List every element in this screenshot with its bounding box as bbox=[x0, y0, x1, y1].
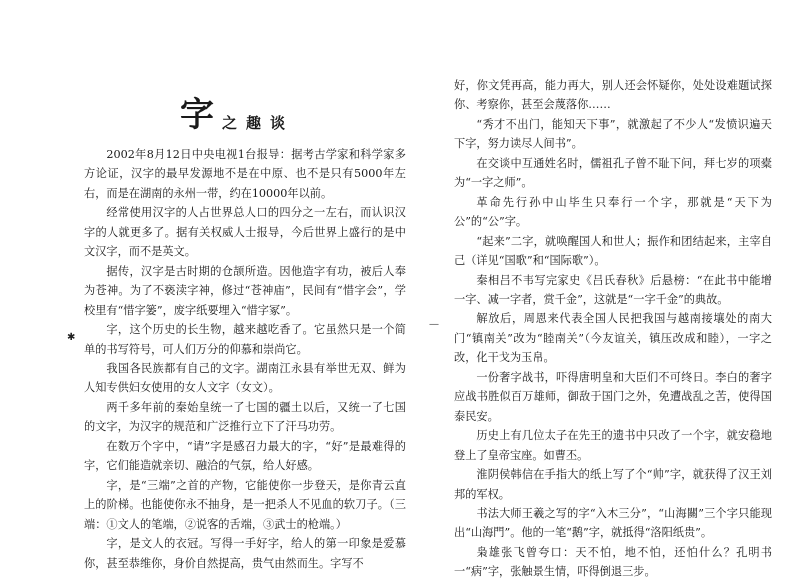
title-sub: 之趣谈 bbox=[222, 114, 295, 132]
paragraph: 经常使用汉字的人占世界总人口的四分之一左右，而认识汉字的人就更多了。据有关权威人士报导，今后世界上盛行的是中文汉字，而不是英文。 bbox=[84, 206, 406, 259]
paragraph: 秦相吕不韦写完家史《吕氏春秋》后悬榜：“在此书中能增一字、减一字者，赏千金”，这就是“一字千金”的典故。 bbox=[454, 273, 772, 306]
paragraph: 枭雄张飞曾夸口：天不怕，地不怕，还怕什么？孔明书一“病”字，张触景生情，吓得倒退三步。 bbox=[454, 545, 772, 579]
paragraph: 在数万个字中，“请”字是感召力最大的字，“好”是最难得的字，它们能造就亲切、融洽的气氛，给人好感。 bbox=[84, 439, 406, 473]
paragraph: 字，是文人的衣冠。写得一手好字，给人的第一印象是爱慕你，甚至恭维你，身价自然提高，贵气由然而生。字写不 bbox=[84, 537, 406, 570]
margin-dash-mark: — bbox=[429, 319, 439, 330]
right-column-text bbox=[454, 76, 772, 582]
paragraph: 淮阴侯韩信在手指大的纸上写了个“帅”字，就获得了汉王刘邦的军权。 bbox=[454, 468, 772, 501]
title-main: 字 bbox=[180, 95, 214, 135]
paragraph: 革命先行孙中山毕生只奉行一个字，那就是“天下为公”的“公”字。 bbox=[454, 195, 772, 229]
paragraph: 我国各民族都有自己的文字。湖南江永县有举世无双、鲜为人知专供妇女使用的女人文字（女文）。 bbox=[84, 361, 406, 395]
paragraph: 据传，汉字是古时期的仓颉所造。因他造字有功，被后人奉为苍神。为了不亵渎字神，修过“苍神庙”，民间有“惜字会”，学校里有“惜字篓”，废字纸要埋入“惜字冢”。 bbox=[84, 264, 406, 317]
paragraph: 字，这个历史的长生物，越来越吃香了。它虽然只是一个简单的书写符号，可人们万分的仰慕和崇尚它。 bbox=[84, 323, 406, 356]
paragraph: “秀才不出门，能知天下事”，就激起了不少人“发愤识遍天下字，努力读尽人间书”。 bbox=[454, 117, 772, 151]
paragraph: 两千多年前的秦始皇统一了七国的疆土以后，又统一了七国的文字，为汉字的规范和广泛推行立下了汗马功劳。 bbox=[84, 400, 406, 434]
article-title bbox=[180, 92, 295, 135]
paragraph: 在交谈中互通姓名时，儒祖孔子曾不耻下问，拜七岁的项橐为“一字之师”。 bbox=[454, 156, 772, 190]
paragraph: 字，是“三端”之首的产物，它能使你一步登天，是你青云直上的阶梯。也能使你永不抽身，是一把杀人不见血的软刀子。（三端：①文人的笔端，②说客的舌端，③武士的枪端。） bbox=[84, 478, 406, 531]
paragraph: 历史上有几位太子在先王的遗书中只改了一个字，就安稳地登上了皇帝宝座。如曹丕。 bbox=[454, 429, 772, 462]
paragraph: 解放后，周恩来代表全国人民把我国与越南接壤处的南大门“镇南关”改为“睦南关”（今友谊关，镇压改成和睦），一字之改，化干戈为玉帛。 bbox=[454, 312, 772, 365]
paragraph: 书法大师王羲之写的字“入木三分”，“山海關”三个字只能现出“山海門”。他的一笔“鹅”字，就抵得“洛阳纸贵”。 bbox=[454, 506, 772, 540]
paragraph: 一份奢字战书，吓得唐明皇和大臣们不可终日。李白的奢字应战书胜似百万雄师，御敌于国门之外，免遭战乱之苦，使得国泰民安。 bbox=[454, 370, 772, 423]
paragraph: 好，你文凭再高，能力再大，别人还会怀疑你，处处设难题试探你、考察你，甚至会蔑落你…… bbox=[454, 79, 772, 112]
paragraph: 2002年8月12日中央电视1台报导：据考古学家和科学家多方论证，汉字的最早发源地不是在中原、也不是只有5000年左右，而是在湖南的永州一带，约在10000年以前。 bbox=[84, 148, 406, 200]
margin-bullet-mark: ✱ bbox=[67, 332, 76, 343]
paragraph: “起来”二字，就唤醒国人和世人；振作和团结起来，主宰自己（详见“国歌”和“国际歌”）。 bbox=[454, 234, 772, 268]
left-column-text bbox=[84, 145, 406, 573]
